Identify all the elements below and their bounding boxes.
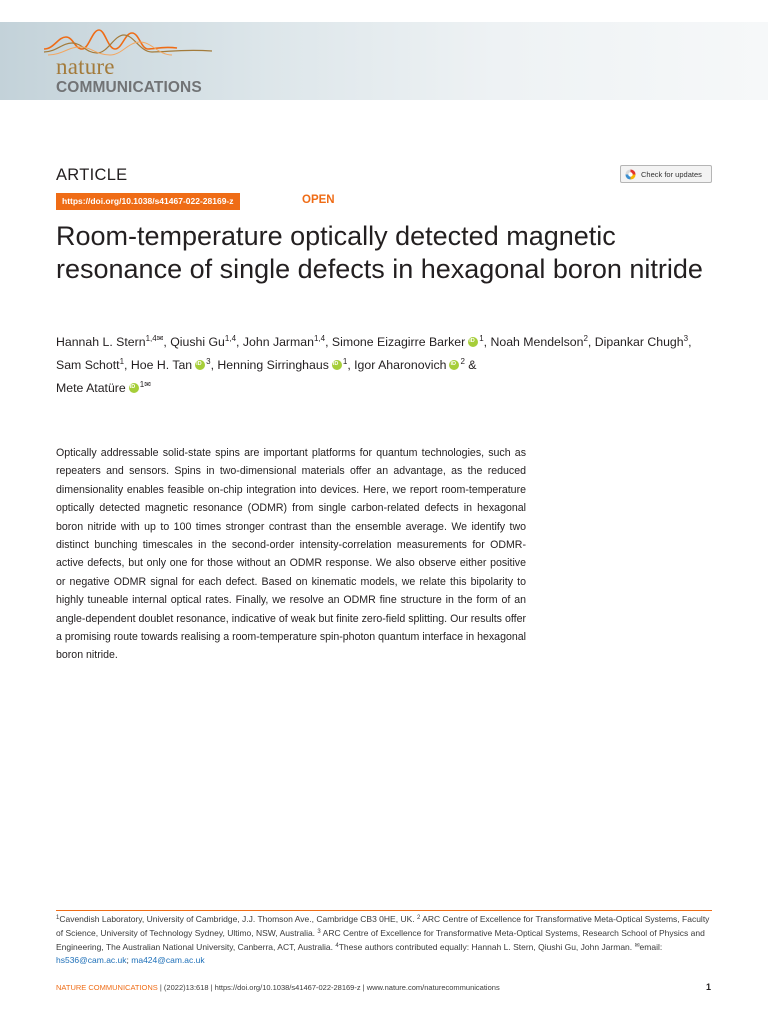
page-number: 1 [706,982,712,992]
email-envelope-icon: ✉ [634,942,640,949]
author-name[interactable]: Hannah L. Stern [56,335,146,349]
author-name[interactable]: , Henning Sirringhaus [210,358,329,372]
check-for-updates-button[interactable] [620,165,712,183]
author-affiliation: 1 [479,334,484,343]
author-affiliation: 2 [583,334,588,343]
doi-link[interactable]: https://doi.org/10.1038/s41467-022-28169-z [56,193,240,210]
footnote-marker: 1 [56,915,60,921]
email-envelope-icon[interactable]: ✉ [144,380,151,389]
author-affiliation: 3 [683,334,689,343]
author-name[interactable]: , Simone Eizagirre Barker [325,335,466,349]
footnote-marker: 2 [416,915,421,921]
footnote-divider [56,910,712,911]
affiliation-text: Cavendish Laboratory, University of Cambridge, J.J. Thomson Ave., Cambridge CB3 0HE, UK. [59,914,417,924]
article-title: Room-temperature optically detected magnetic resonance of single defects in hexagonal boron nitride [56,221,703,284]
email-label: email: [639,941,663,952]
logo-communications-text: COMMUNICATIONS [56,79,202,96]
author-name[interactable]: , Noah Mendelson [483,335,584,349]
email-envelope-icon[interactable]: ✉ [156,334,164,343]
footer-citation: | (2022)13:618 | https://doi.org/10.1038/s41467-022-28169-z | www.nature.com/naturecommunications [157,983,500,992]
author-name[interactable]: , Hoe H. Tan [124,358,193,372]
orcid-icon[interactable] [332,360,342,370]
check-updates-icon [625,169,636,180]
author-name[interactable]: , Sam Schott [56,335,692,372]
author-affiliation: 3 [206,357,211,366]
author-name[interactable]: Mete Atatüre [56,381,126,395]
email-link[interactable]: ma424@cam.ac.uk [131,955,205,966]
ampersand: & [464,358,477,372]
page-footer [56,983,500,992]
affiliation-footnotes [56,913,712,968]
equal-contribution-note: These authors contributed equally: Hannah L. Stern, Qiushi Gu, John Jarman. [338,941,635,952]
email-link[interactable]: hs536@cam.ac.uk [56,955,127,966]
author-name[interactable]: , Igor Aharonovich [347,358,447,372]
affiliation-text: ARC Centre of Excellence for Transformative Meta-Optical Systems, Research School of Physics and Engineering, The Australian National University, Canberra, ACT, Australia. [56,927,705,952]
footnote-marker: 3 [317,928,321,935]
author-affiliation: 1 [139,380,145,389]
author-list [56,331,716,400]
orcid-icon[interactable] [468,337,478,347]
affiliation-text: ARC Centre of Excellence for Transformative Meta-Optical Systems, Faculty of Science, University of Technology Sydney, Ultimo, NSW, Australia. [56,914,710,938]
orcid-icon[interactable] [449,360,459,370]
footer-journal-name[interactable]: NATURE COMMUNICATIONS [56,983,158,992]
journal-logo[interactable] [42,22,242,100]
author-affiliation: 1 [119,357,125,366]
footnote-marker: 4 [335,942,339,949]
author-affiliation: 1,4 [313,334,326,343]
check-updates-label: Check for updates [641,169,702,179]
open-access-label: OPEN [302,194,335,206]
orcid-icon[interactable] [195,360,205,370]
orcid-icon[interactable] [129,383,139,393]
author-affiliation: 1 [342,357,348,366]
author-name[interactable]: , John Jarman [236,335,314,349]
logo-nature-text: nature [56,54,115,79]
email-separator: ; [126,955,132,966]
author-affiliation: 2 [460,357,465,366]
abstract: Optically addressable solid-state spins are important platforms for quantum technologies, such as repeaters and sensors. Spins in two-dimensional materials offer an advantage, as the reduced dimensionality enables feasible on-chip integration into devices. Here, we report room-temperature optically detected magnetic resonance (ODMR) from single carbon-related defects in hexagonal boron nitride with up to 100 times stronger contrast than the ensemble average. We identify two distinct bunching timescales in the second-order intensity-correlation measurements for ODMR-active defects, but only one for those without an ODMR response. We also observe either positive or negative ODMR signal for each defect. Based on kinematic models, we relate this bipolarity to highly tuneable internal optical rates. Finally, we resolve an ODMR fine structure in the form of an angle-dependent doublet resonance, indicative of weak but finite zero-field splitting. Our results offer a promising route towards realising a room-temperature spin-photon quantum interface in hexagonal boron nitride. [56,447,526,662]
author-name[interactable]: , Dipankar Chugh [587,335,684,349]
author-name[interactable]: , Qiushi Gu [163,335,225,349]
article-type-label: ARTICLE [56,166,128,184]
author-affiliation: 1,4 [224,334,237,343]
author-affiliation: 1,4 [145,334,157,343]
